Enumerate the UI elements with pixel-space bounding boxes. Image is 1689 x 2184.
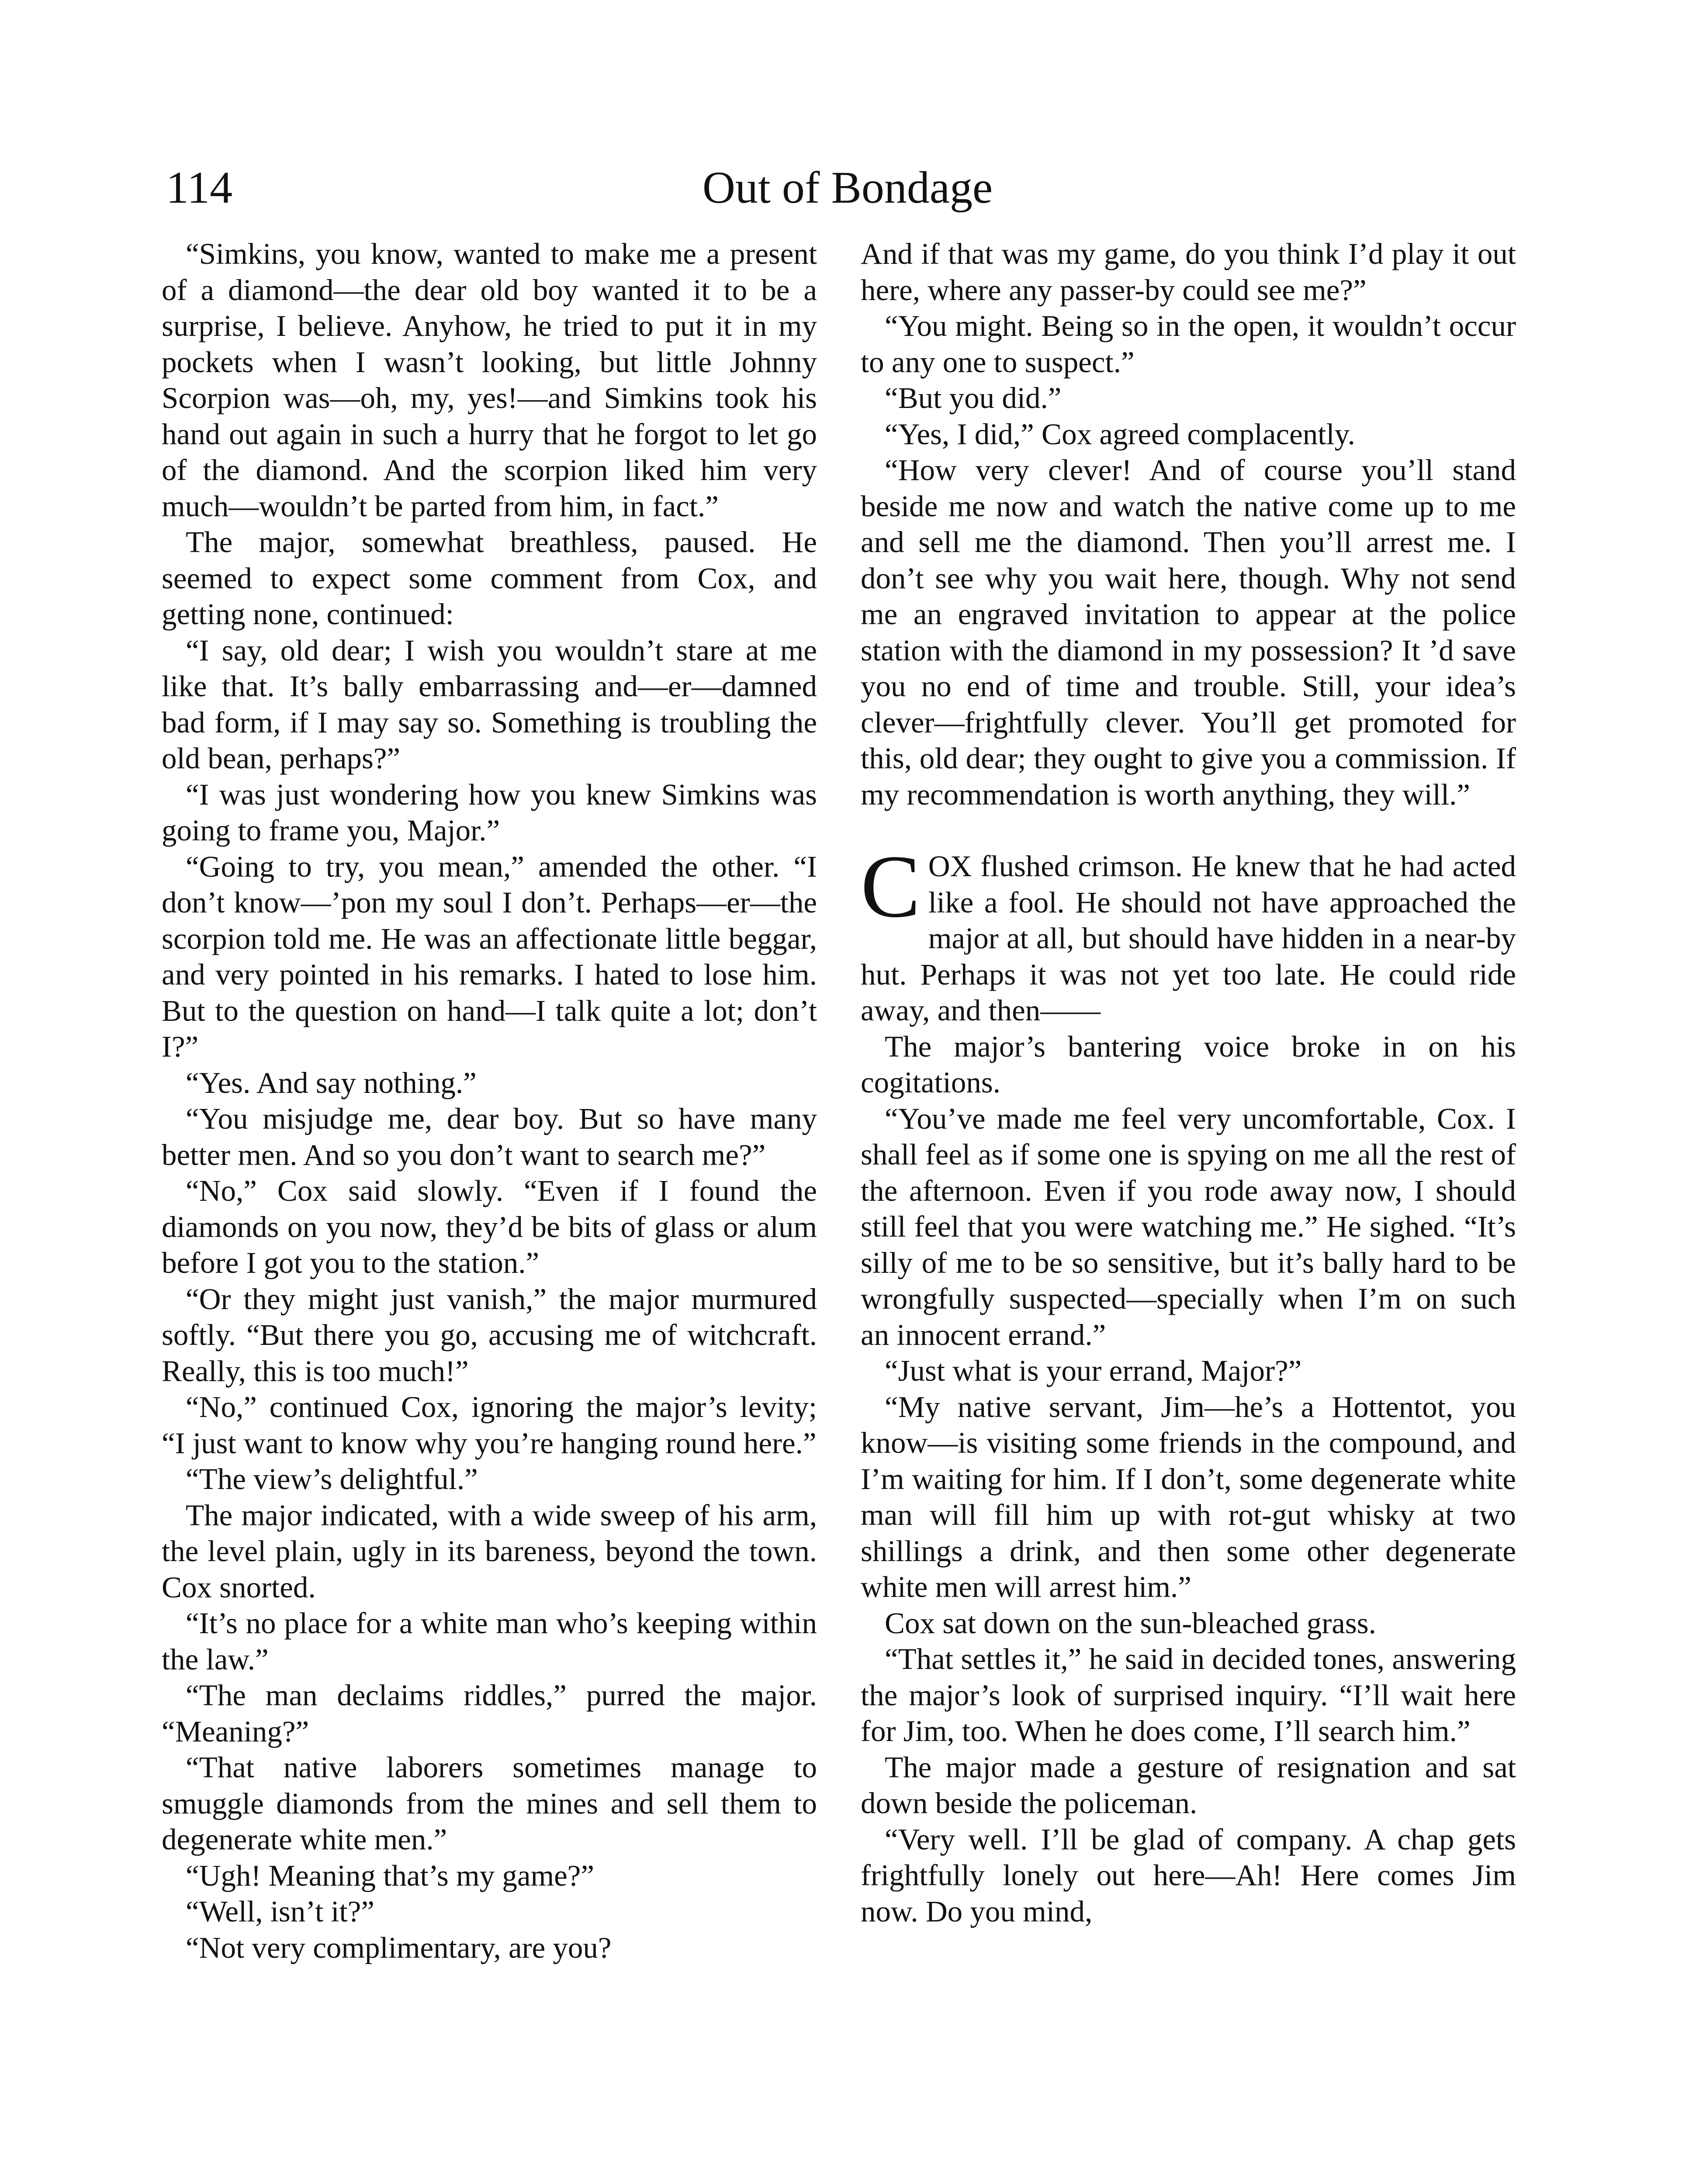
paragraph: “Going to try, you mean,” amended the other. “I don’t know—’pon my soul I don’t. Perhaps—er—the scorpion told me. He was an affectionate little beggar, and very pointed in his remarks. I hated to lose him. But to the question on hand—I talk quite a lot; don’t I?”	[162, 850, 817, 1063]
paragraph: “I say, old dear; I wish you wouldn’t stare at me like that. It’s bally embarrassing and—er—damned bad form, if I may say so. Something is troubling the old bean, perhaps?”	[162, 633, 817, 775]
paragraph: “Not very complimentary, are you?	[186, 1931, 612, 1964]
paragraph: “My native servant, Jim—he’s a Hottentot, you know—is visiting some friends in the compound, and I’m waiting for him. If I don’t, some degenerate white man will fill him up with rot-gut whisky at two shillings a drink, and then some other degenerate white men will arrest him.”	[861, 1390, 1516, 1603]
paragraph: “Ugh! Meaning that’s my game?”	[186, 1859, 595, 1892]
paragraph: “The view’s delightful.”	[186, 1462, 478, 1496]
opening-caps: OX	[928, 850, 972, 883]
drop-cap: C	[861, 837, 921, 936]
paragraph: “Simkins, you know, wanted to make me a present of a diamond—the dear old boy wanted it to be a surprise, I believe. Anyhow, he tried to put it in my pockets when I wasn’t looking, but little Johnny Scorpion was—oh, my, yes!—and Simkins took his hand out again in such a hurry that he forgot to let go of the diamond. And the scorpion liked him very much—wouldn’t be parted from him, in fact.”	[162, 237, 817, 523]
paragraph: “No,” Cox said slowly. “Even if I found the diamonds on you now, they’d be bits of glass or alum before I got you to the station.”	[162, 1174, 817, 1279]
paragraph: The major’s bantering voice broke in on his cogitations.	[861, 1030, 1516, 1099]
paragraph: “The man declaims riddles,” purred the major. “Meaning?”	[162, 1679, 817, 1748]
paragraph: “You might. Being so in the open, it wouldn’t occur to any one to suspect.”	[861, 309, 1516, 379]
paragraph: “That native laborers sometimes manage to smuggle diamonds from the mines and sell them to degenerate white men.”	[162, 1751, 817, 1856]
left-column	[162, 236, 817, 1966]
page-number: 114	[166, 162, 233, 213]
paragraph: “It’s no place for a white man who’s keeping within the law.”	[162, 1607, 817, 1676]
right-column	[861, 236, 1516, 1929]
paragraph: “Very well. I’ll be glad of company. A chap gets frightfully lonely out here—Ah! Here comes Jim now. Do you mind,	[861, 1822, 1516, 1928]
paragraph: “I was just wondering how you knew Simkins was going to frame you, Major.”	[162, 778, 817, 847]
paragraph: “You’ve made me feel very uncomfortable, Cox. I shall feel as if some one is spying on me all the rest of the afternoon. Even if you rode away now, I should still feel that you were watching me.” He sighed. “It’s silly of me to be so sensitive, but it’s bally hard to be wrongfully suspected—specially when I’m on such an innocent errand.”	[861, 1102, 1516, 1351]
paragraph: “Well, isn’t it?”	[186, 1895, 374, 1928]
section-opening-text: flushed crimson. He knew that he had acted like a fool. He should not have approached the major at all, but should have hidden in a near-by hut. Perhaps it was not yet too late. He could ride away, and then——	[861, 850, 1516, 1027]
paragraph: Cox sat down on the sun-bleached grass.	[885, 1606, 1376, 1640]
paragraph: “No,” continued Cox, ignoring the major’s levity; “I just want to know why you’re hanging round here.”	[162, 1390, 817, 1460]
paragraph: The major indicated, with a wide sweep of his arm, the level plain, ugly in its bareness, beyond the town. Cox snorted.	[162, 1498, 817, 1604]
page-header	[166, 157, 1529, 218]
paragraph: “That settles it,” he said in decided tones, answering the major’s look of surprised inquiry. “I’ll wait here for Jim, too. When he does come, I’ll search him.”	[861, 1642, 1516, 1748]
paragraph: “Or they might just vanish,” the major murmured softly. “But there you go, accusing me of witchcraft. Really, this is too much!”	[162, 1282, 817, 1388]
paragraph: The major made a gesture of resignation and sat down beside the policeman.	[861, 1750, 1516, 1820]
paragraph: “Just what is your errand, Major?”	[885, 1354, 1302, 1387]
section-opening-paragraph	[861, 837, 1516, 1029]
paragraph: “Yes, I did,” Cox agreed complacently.	[885, 417, 1355, 451]
running-title: Out of Bondage	[702, 162, 993, 213]
paragraph-continued: And if that was my game, do you think I’d play it out here, where any passer-by could see me?”	[861, 237, 1516, 307]
paragraph: “How very clever! And of course you’ll stand beside me now and watch the native come up to me and sell me the diamond. Then you’ll arrest me. I don’t see why you wait here, though. Why not send me an engraved invitation to appear at the police station with the diamond in my possession? It ’d save you no end of time and trouble. Still, your idea’s clever—frightfully clever. You’ll get promoted for this, old dear; they ought to give you a commission. If my recommendation is worth anything, they will.”	[861, 453, 1516, 811]
paragraph: “But you did.”	[885, 381, 1062, 415]
paragraph: “Yes. And say nothing.”	[186, 1066, 477, 1099]
paragraph: “You misjudge me, dear boy. But so have many better men. And so you don’t want to search me?”	[162, 1102, 817, 1171]
paragraph: The major, somewhat breathless, paused. He seemed to expect some comment from Cox, and getting none, continued:	[162, 525, 817, 631]
